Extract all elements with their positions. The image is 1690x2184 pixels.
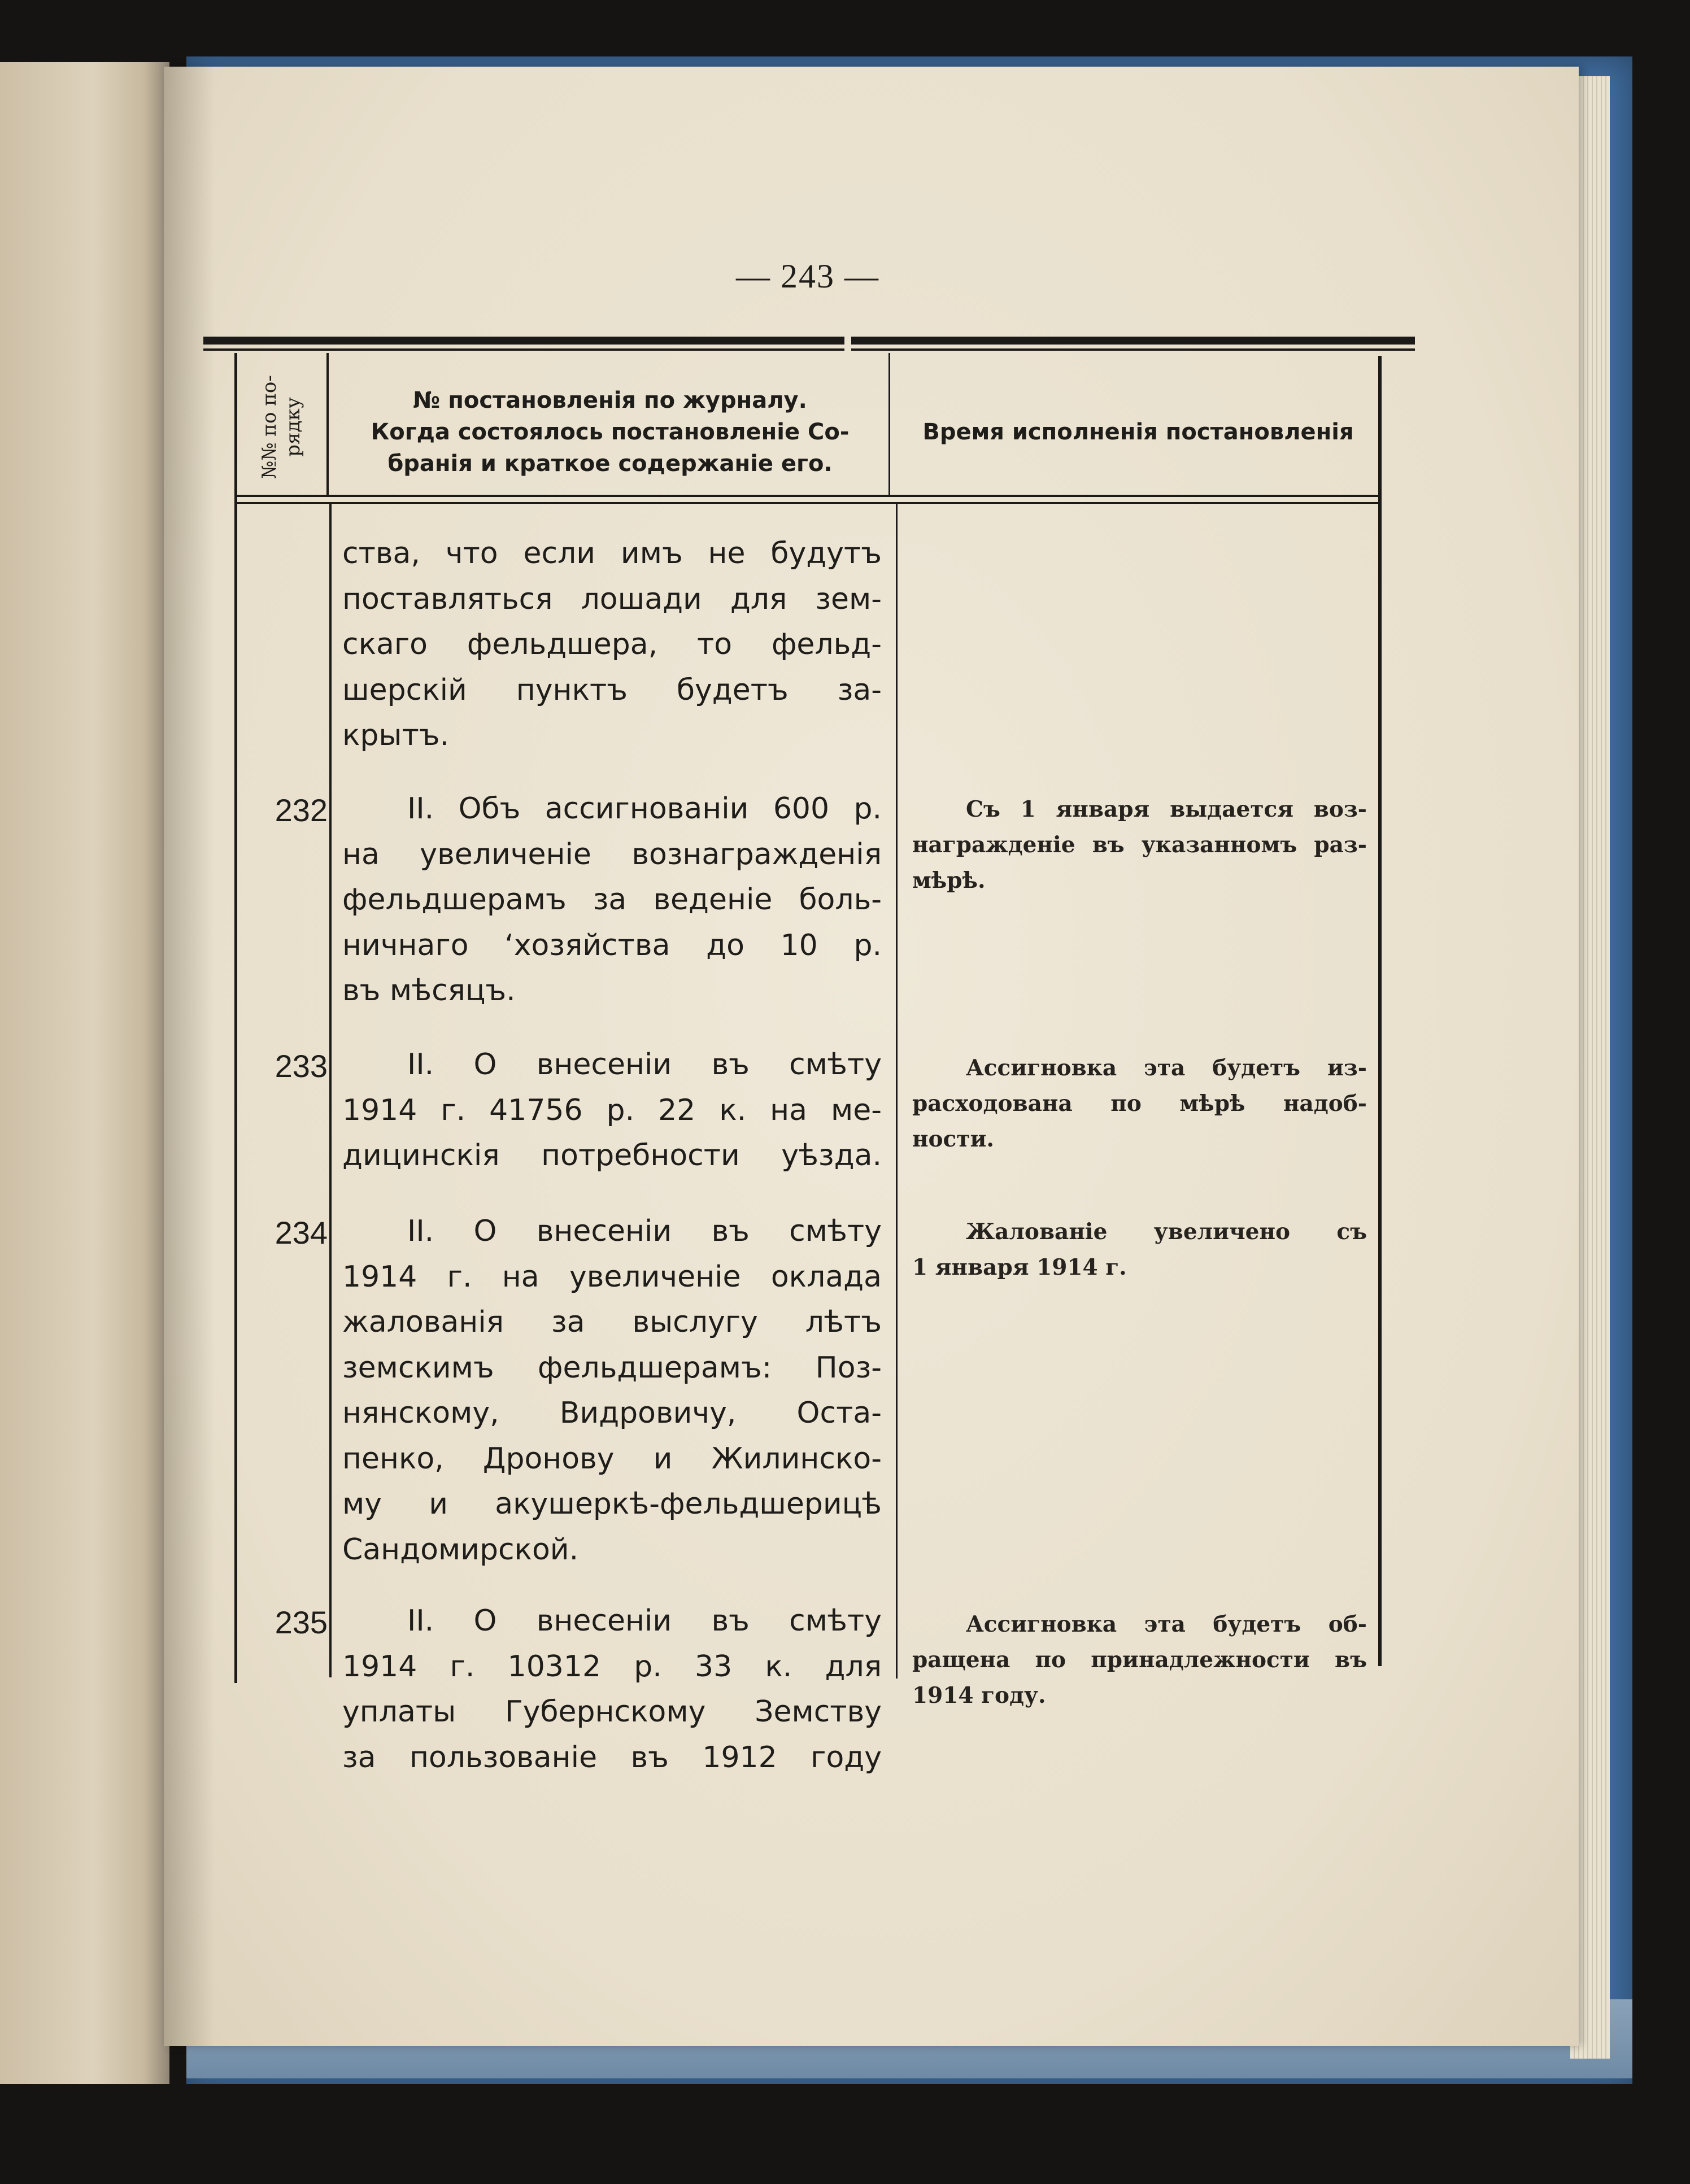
- header-row-number-label: №№ по по- рядку: [258, 375, 304, 479]
- text-line: II. Объ ассигнованіи 600 р.: [407, 792, 882, 826]
- row-execution: [912, 1214, 1367, 1285]
- text-line: Сандомирской.: [342, 1532, 579, 1567]
- text-line: пенко, Дронову и Жилинско-: [342, 1441, 882, 1476]
- text-line: II. О внесеніи въ смѣту: [407, 1604, 882, 1638]
- text-line: за пользованіе въ 1912 году: [342, 1740, 882, 1775]
- column-divider-2: [896, 504, 898, 1679]
- text-line: въ мѣсяцъ.: [342, 974, 516, 1008]
- text-line: мѣрѣ.: [912, 868, 986, 893]
- row-number: 233: [275, 1048, 328, 1084]
- text-line: Жалованіе увеличено съ: [966, 1219, 1367, 1245]
- text-line: расходована по мѣрѣ надоб-: [912, 1091, 1367, 1117]
- text-line: ности.: [912, 1126, 994, 1152]
- row-text: [342, 1598, 882, 1780]
- text-line: крытъ.: [342, 718, 450, 752]
- text-line: уплаты Губернскому Земству: [342, 1695, 882, 1729]
- text-line: на увеличеніе вознагражденія: [342, 837, 882, 871]
- text-line: жалованія за выслугу лѣтъ: [342, 1305, 882, 1339]
- column-divider-1-header: [326, 353, 329, 497]
- header-bottom-rule: [234, 495, 1381, 497]
- text-line: нянскому, Видровичу, Оста-: [342, 1396, 882, 1430]
- text-line: му и акушеркѣ-фельдшерицѣ: [342, 1487, 882, 1521]
- row-execution: [912, 1050, 1367, 1157]
- text-line: II. О внесеніи въ смѣту: [407, 1048, 882, 1082]
- header-bottom-rule-thin: [234, 502, 1381, 504]
- text-line: 1914 году.: [912, 1682, 1046, 1708]
- header-execution-time-label: Время исполненія постановленія: [922, 419, 1354, 445]
- row-execution: [912, 792, 1367, 899]
- text-line: дицинскія потребности уѣзда.: [342, 1139, 882, 1172]
- text-line: скаго фельдшера, то фельд-: [342, 627, 882, 661]
- text-line: поставляться лошади для зем-: [342, 582, 882, 616]
- table-top-rule: [203, 337, 1415, 345]
- facing-page-edge: [0, 62, 169, 2084]
- row-text: [342, 1209, 882, 1572]
- text-line: земскимъ фельдшерамъ: Поз-: [342, 1350, 882, 1385]
- row-text: [342, 786, 882, 1014]
- header-resolution-label: № постановленія по журналу. Когда состоялось постановленіе Со- бранія и краткое содержаніе его.: [371, 387, 850, 477]
- text-line: 1914 г. на увеличеніе оклада: [342, 1259, 882, 1294]
- column-divider-2-header: [888, 353, 890, 497]
- table-right-border: [1378, 356, 1382, 1666]
- text-line: шерскій пунктъ будетъ за-: [342, 673, 882, 707]
- text-line: Ассигновка эта будетъ об-: [966, 1611, 1367, 1637]
- continuation-text: [342, 531, 882, 758]
- header-resolution: [333, 373, 887, 491]
- row-number: 235: [275, 1605, 328, 1640]
- header-execution-time: [898, 373, 1378, 491]
- page-number: — 243 —: [736, 258, 879, 295]
- text-line: фельдшерамъ за веденіе боль-: [342, 883, 882, 917]
- text-line: 1 января 1914 г.: [912, 1254, 1127, 1280]
- row-number: 232: [275, 792, 328, 828]
- text-line: II. О внесеніи въ смѣту: [407, 1214, 882, 1248]
- text-line: Съ 1 января выдается воз-: [966, 796, 1367, 822]
- text-line: ничнаго ‘хозяйства до 10 р.: [342, 928, 882, 962]
- text-line: ращена по принадлежности въ: [912, 1647, 1367, 1673]
- text-line: 1914 г. 41756 р. 22 к. на ме-: [342, 1093, 882, 1127]
- header-row-number: [237, 361, 325, 492]
- text-line: ства, что если имъ не будутъ: [342, 537, 882, 570]
- table-left-border: [234, 353, 237, 1683]
- text-line: награжденіе въ указанномъ раз-: [912, 832, 1367, 858]
- row-number: 234: [275, 1215, 328, 1250]
- text-line: Ассигновка эта будетъ из-: [966, 1055, 1367, 1081]
- gutter-shadow: [164, 67, 215, 2046]
- row-execution: [912, 1607, 1367, 1714]
- row-text: [342, 1042, 882, 1179]
- table-top-rule-thin: [203, 348, 1415, 351]
- column-divider-1: [329, 504, 332, 1677]
- table-top-rule-gap: [844, 333, 851, 354]
- text-line: 1914 г. 10312 р. 33 к. для: [342, 1649, 882, 1684]
